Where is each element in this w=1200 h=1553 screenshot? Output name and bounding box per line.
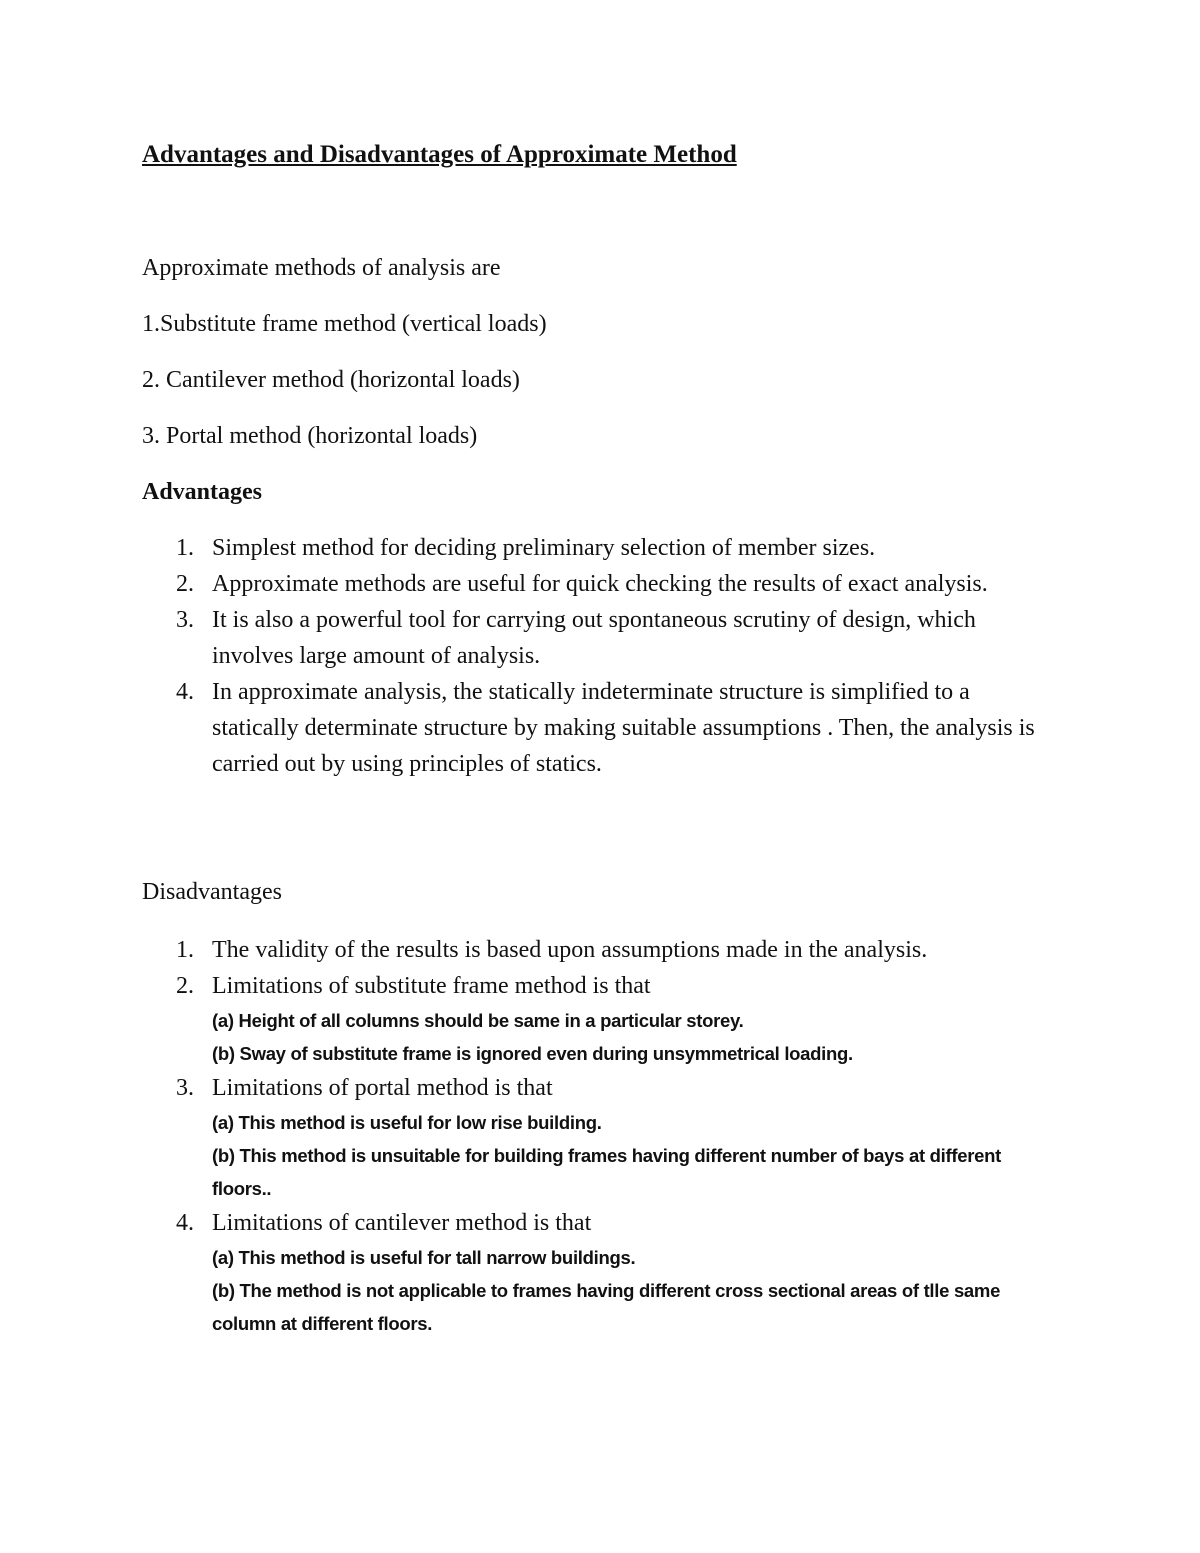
list-number: 3. bbox=[176, 607, 194, 633]
list-item bbox=[142, 968, 1062, 1070]
list-number: 1. bbox=[176, 937, 194, 963]
list-item bbox=[142, 932, 1062, 968]
list-text: Limitations of cantilever method is that bbox=[212, 1210, 592, 1236]
list-text: Limitations of substitute frame method is that bbox=[212, 973, 651, 999]
list-text: In approximate analysis, the statically indeterminate structure is simplified to a statically determinate structure by making suitable assumptions . Then, the analysis is carried out by using principles of statics. bbox=[212, 679, 1035, 777]
sub-item: (b) Sway of substitute frame is ignored even during unsymmetrical loading. bbox=[212, 1043, 853, 1064]
list-text: Limitations of portal method is that bbox=[212, 1075, 553, 1101]
list-text: It is also a powerful tool for carrying out spontaneous scrutiny of design, which involves large amount of analysis. bbox=[212, 607, 976, 669]
sub-item: (b) This method is unsuitable for building frames having different number of bays at different floors.. bbox=[212, 1145, 1001, 1199]
method-3: 3. Portal method (horizontal loads) bbox=[142, 423, 478, 449]
list-item bbox=[142, 674, 1062, 782]
sub-item: (a) This method is useful for low rise building. bbox=[212, 1112, 602, 1133]
list-text: Approximate methods are useful for quick checking the results of exact analysis. bbox=[212, 571, 988, 597]
sub-item: (a) This method is useful for tall narrow buildings. bbox=[212, 1247, 636, 1268]
list-number: 3. bbox=[176, 1075, 194, 1101]
list-item bbox=[142, 1205, 1062, 1340]
method-1: 1.Substitute frame method (vertical loads) bbox=[142, 311, 547, 337]
list-item bbox=[142, 602, 1062, 674]
list-number: 1. bbox=[176, 535, 194, 561]
advantages-heading: Advantages bbox=[142, 479, 263, 505]
document-title: Advantages and Disadvantages of Approximate Method bbox=[142, 141, 737, 168]
sub-item: (a) Height of all columns should be same in a particular storey. bbox=[212, 1010, 744, 1031]
list-item bbox=[142, 566, 1062, 602]
list-text: Simplest method for deciding preliminary selection of member sizes. bbox=[212, 535, 876, 561]
sub-item: (b) The method is not applicable to frames having different cross sectional areas of tlle same column at different floors. bbox=[212, 1280, 1001, 1334]
list-number: 4. bbox=[176, 1210, 194, 1236]
list-item bbox=[142, 1070, 1062, 1205]
disadvantages-heading: Disadvantages bbox=[142, 879, 282, 905]
advantages-list bbox=[142, 530, 1062, 782]
list-number: 4. bbox=[176, 679, 194, 705]
method-2: 2. Cantilever method (horizontal loads) bbox=[142, 367, 520, 393]
disadvantages-list bbox=[142, 932, 1062, 1340]
list-number: 2. bbox=[176, 571, 194, 597]
list-item bbox=[142, 530, 1062, 566]
list-number: 2. bbox=[176, 973, 194, 999]
list-text: The validity of the results is based upon assumptions made in the analysis. bbox=[212, 937, 928, 963]
intro-text: Approximate methods of analysis are bbox=[142, 255, 501, 281]
